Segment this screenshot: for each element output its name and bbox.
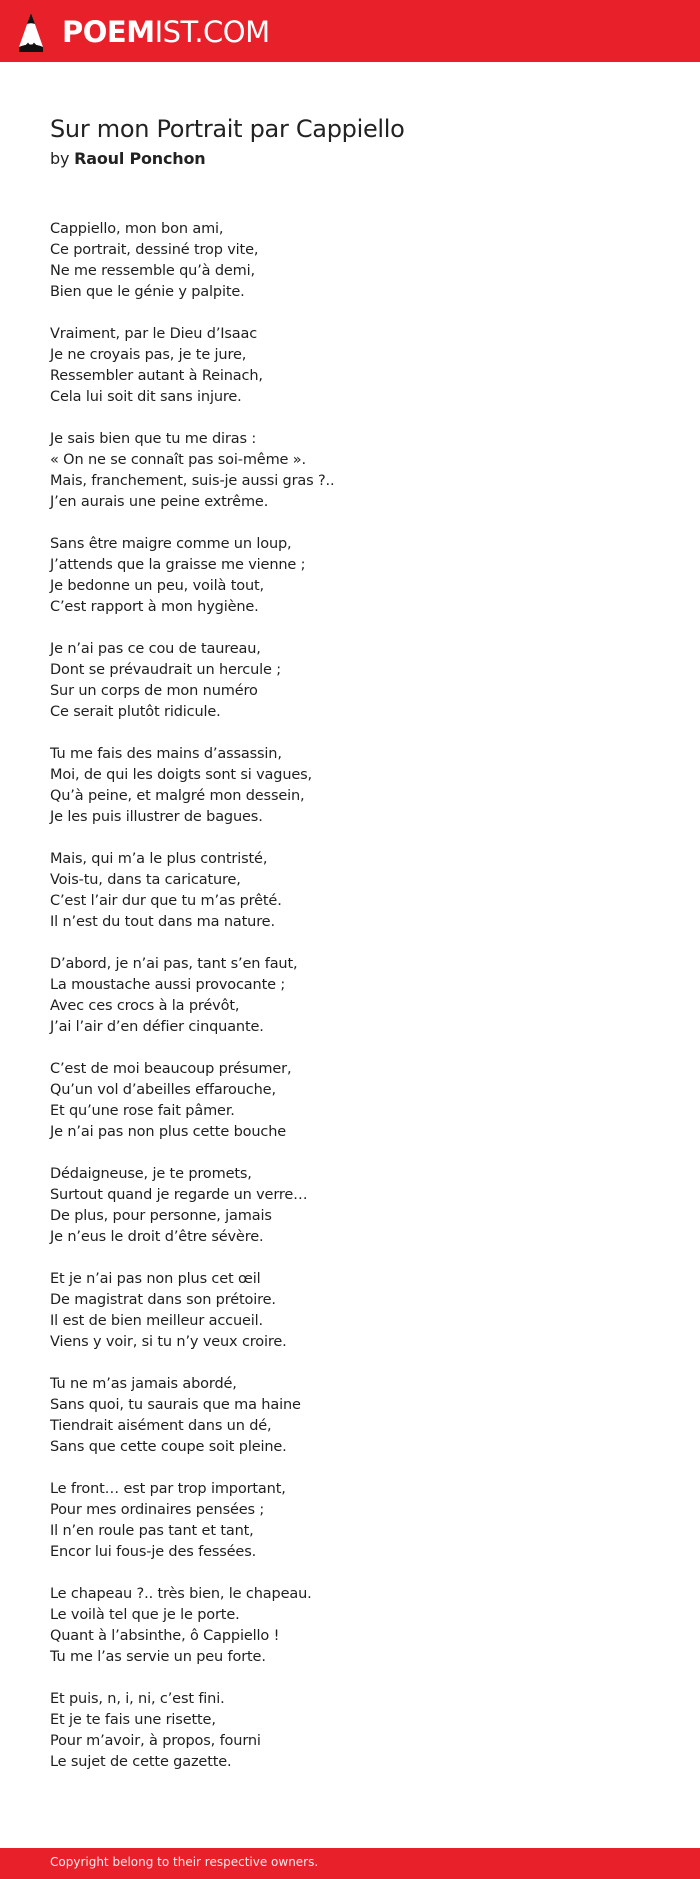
logo-text-light: IST.COM [154, 15, 270, 49]
poem-line: Encor lui fous-je des fessées. [50, 1544, 257, 1560]
poem-line: Cela lui soit dit sans injure. [50, 389, 242, 405]
poem-stanza [50, 1689, 650, 1773]
poem-line: Sans quoi, tu saurais que ma haine [50, 1397, 301, 1413]
site-logo-text [62, 10, 270, 54]
poem-line: Je ne croyais pas, je te jure, [50, 347, 247, 363]
poem-stanza [50, 1374, 650, 1458]
poem-line: C’est l’air dur que tu m’as prêté. [50, 893, 282, 909]
poem-line: De plus, pour personne, jamais [50, 1208, 272, 1224]
poem-stanza [50, 324, 650, 408]
poem-line: J’en aurais une peine extrême. [50, 494, 269, 510]
poem-line: Et je n’ai pas non plus cet œil [50, 1271, 261, 1287]
poem-stanza [50, 219, 650, 303]
poem-line: Surtout quand je regarde un verre… [50, 1187, 308, 1203]
poem-line: Ce serait plutôt ridicule. [50, 704, 221, 720]
poem-stanza [50, 744, 650, 828]
poem-line: De magistrat dans son prétoire. [50, 1292, 276, 1308]
poem-line: Je n’ai pas non plus cette bouche [50, 1124, 287, 1140]
poem-line: Il est de bien meilleur accueil. [50, 1313, 263, 1329]
poem-line: Tiendrait aisément dans un dé, [50, 1418, 272, 1434]
logo-text-bold: POEM [62, 15, 155, 49]
poem-line: Je n’eus le droit d’être sévère. [50, 1229, 264, 1245]
poem-line: Mais, qui m’a le plus contristé, [50, 851, 268, 867]
poem-line: Vraiment, par le Dieu d’Isaac [50, 326, 258, 342]
site-header [0, 0, 700, 62]
poem-line: Et je te fais une risette, [50, 1712, 216, 1728]
poem-line: Le sujet de cette gazette. [50, 1754, 232, 1770]
poem-line: Avec ces crocs à la prévôt, [50, 998, 240, 1014]
poem-line: Qu’un vol d’abeilles effarouche, [50, 1082, 276, 1098]
poem-line: D’abord, je n’ai pas, tant s’en faut, [50, 956, 298, 972]
poem-line: La moustache aussi provocante ; [50, 977, 286, 993]
poem-line: Dont se prévaudrait un hercule ; [50, 662, 281, 678]
poem-line: J’ai l’air d’en défier cinquante. [50, 1019, 264, 1035]
poem-stanza [50, 849, 650, 933]
poem-byline [50, 149, 205, 168]
poem-line: Pour m’avoir, à propos, fourni [50, 1733, 261, 1749]
poem-line: C’est de moi beaucoup présumer, [50, 1061, 292, 1077]
poem-line: Tu ne m’as jamais abordé, [50, 1376, 237, 1392]
site-logo-link[interactable] [18, 10, 270, 54]
poem-stanza [50, 954, 650, 1038]
poem-line: Quant à l’absinthe, ô Cappiello ! [50, 1628, 280, 1644]
site-footer [0, 1848, 700, 1879]
poem-line: Sans être maigre comme un loup, [50, 536, 292, 552]
poem-stanza [50, 534, 650, 618]
poem-line: Le chapeau ?.. très bien, le chapeau. [50, 1586, 312, 1602]
poem-line: Le voilà tel que je le porte. [50, 1607, 240, 1623]
poem-line: Dédaigneuse, je te promets, [50, 1166, 252, 1182]
poem-stanza [50, 1059, 650, 1143]
poem-line: Moi, de qui les doigts sont si vagues, [50, 767, 313, 783]
poem-line: Pour mes ordinaires pensées ; [50, 1502, 265, 1518]
poem-stanza [50, 1269, 650, 1353]
poem-line: Cappiello, mon bon ami, [50, 221, 224, 237]
poem-line: Sur un corps de mon numéro [50, 683, 258, 699]
poem-line: Vois-tu, dans ta caricature, [50, 872, 241, 888]
poem-line: Je bedonne un peu, voilà tout, [50, 578, 264, 594]
poem-author: Raoul Ponchon [74, 149, 206, 168]
poem-body [50, 219, 650, 1794]
poem-line: J’attends que la graisse me vienne ; [50, 557, 306, 573]
pencil-tip-icon [18, 11, 44, 53]
poem-line: Qu’à peine, et malgré mon dessein, [50, 788, 305, 804]
poem-title: Sur mon Portrait par Cappiello [50, 115, 405, 143]
poem-line: Il n’en roule pas tant et tant, [50, 1523, 254, 1539]
poem-stanza [50, 1164, 650, 1248]
by-label: by [50, 149, 70, 168]
poem-line: Viens y voir, si tu n’y veux croire. [50, 1334, 287, 1350]
poem-stanza [50, 639, 650, 723]
poem-line: Tu me l’as servie un peu forte. [50, 1649, 266, 1665]
poem-line: Je n’ai pas ce cou de taureau, [50, 641, 261, 657]
poem-line: Il n’est du tout dans ma nature. [50, 914, 275, 930]
poem-line: Ressembler autant à Reinach, [50, 368, 263, 384]
poem-stanza [50, 1479, 650, 1563]
poem-line: Bien que le génie y palpite. [50, 284, 245, 300]
poem-line: Ne me ressemble qu’à demi, [50, 263, 255, 279]
poem-line: Ce portrait, dessiné trop vite, [50, 242, 259, 258]
poem-line: Et qu’une rose fait pâmer. [50, 1103, 235, 1119]
poem-stanza [50, 1584, 650, 1668]
poem-line: Tu me fais des mains d’assassin, [50, 746, 282, 762]
poem-line: C’est rapport à mon hygiène. [50, 599, 259, 615]
poem-line: Sans que cette coupe soit pleine. [50, 1439, 287, 1455]
poem-line: Je les puis illustrer de bagues. [50, 809, 263, 825]
poem-line: Et puis, n, i, ni, c’est fini. [50, 1691, 225, 1707]
copyright-notice: Copyright belong to their respective owners. [50, 1855, 319, 1869]
poem-stanza [50, 429, 650, 513]
poem-line: Le front… est par trop important, [50, 1481, 286, 1497]
poem-line: Mais, franchement, suis-je aussi gras ?.. [50, 473, 335, 489]
poem-line: « On ne se connaît pas soi-même ». [50, 452, 306, 468]
poem-line: Je sais bien que tu me diras : [50, 431, 257, 447]
